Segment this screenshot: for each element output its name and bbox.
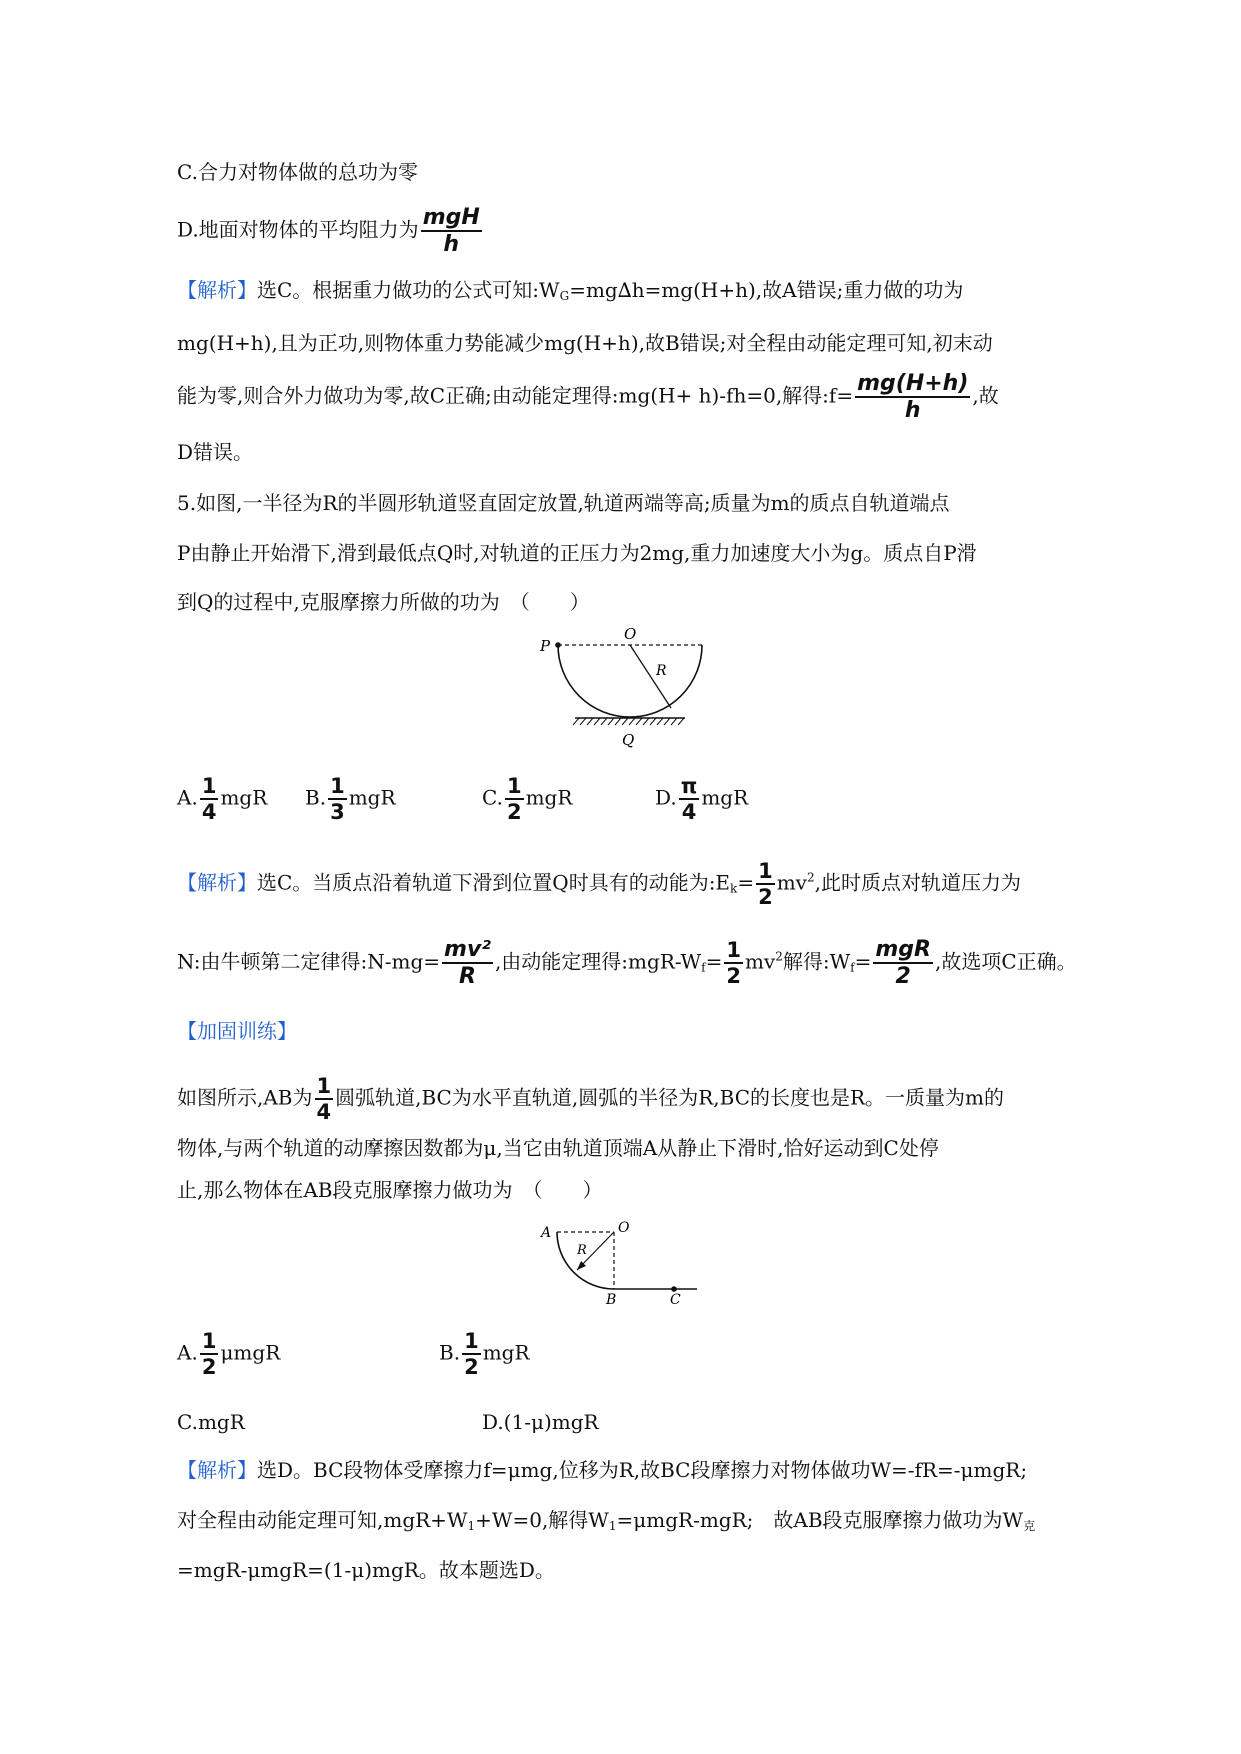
- explanation-2-line-2: N:由牛顿第二定律得:N-mg= $\frac{\text{mv²}}{R}$ ,由动能定理得$:mgR-W_f=$ $\frac{1}{2}$ $mv^2$解得$:W_f=$ $\frac{\text{mgR}}{2}$ ,故选项C正确。: [177, 937, 1077, 990]
- analysis-tag: 【解析】: [177, 1458, 257, 1482]
- fraction: $\frac{1}{2}$: [464, 1329, 479, 1380]
- training-heading: 【加固训练】: [177, 1019, 297, 1043]
- fraction: $\frac{1}{3}$: [330, 774, 345, 825]
- label-o: O: [618, 1220, 630, 1236]
- option-c[interactable]: C. $\frac{1}{2}$ mgR: [482, 774, 573, 825]
- option-d[interactable]: D. $\frac{\pi}{4}$ mgR: [655, 774, 749, 825]
- explanation-1-line-3: 能为零,则合外力做功为零,故C正确;由动能定理得:mg(H+ h)-fh=0,解得:f= $\frac{mg(H+h)}{h}$ ,故: [177, 371, 999, 424]
- label-a: A: [541, 1225, 552, 1241]
- fraction: $\frac{1}{2}$: [726, 938, 741, 989]
- explanation-1-line-1: 【解析】选C。根据重力做功的公式可知$:W_G=mg\Delta h=mg(H+h)$,故A错误;重力做的功为: [177, 278, 964, 303]
- fraction: $\frac{1}{4}$: [201, 774, 217, 825]
- training-option-a[interactable]: A. $\frac{1}{2}$ μmgR: [177, 1329, 281, 1380]
- option-d-prev: D.地面对物体的平均阻力为 $\frac{\text{mgH}}{h}$: [177, 205, 480, 258]
- label-c: C: [670, 1292, 681, 1305]
- ground-hatching: [573, 718, 684, 725]
- label-p: P: [540, 637, 551, 655]
- point-p-dot: [555, 642, 561, 648]
- label-b: B: [606, 1292, 617, 1305]
- label-r: R: [577, 1243, 587, 1258]
- option-b[interactable]: B. $\frac{1}{3}$ mgR: [305, 774, 396, 825]
- semicircle-arc: [558, 645, 702, 717]
- fraction: $\frac{mg(H+h)}{h}$: [857, 371, 969, 424]
- fraction: $\frac{\pi}{4}$: [680, 774, 698, 825]
- fraction: $\frac{\text{mgR}}{2}$: [875, 937, 931, 990]
- training-option-b[interactable]: B. $\frac{1}{2}$ mgR: [439, 1329, 530, 1380]
- fraction: $\frac{1}{2}$: [506, 774, 522, 825]
- question-5-line-2: P由静止开始滑下,滑到最低点Q时,对轨道的正压力为2mg,重力加速度大小为g。质点自P滑: [177, 541, 977, 565]
- explanation-1-line-4: D错误。: [177, 440, 254, 464]
- analysis-tag: 【解析】: [177, 870, 257, 895]
- question-5-line-1: 5.如图,一半径为R的半圆形轨道竖直固定放置,轨道两端等高;质量为m的质点自轨道端点: [177, 491, 950, 515]
- label-r: R: [656, 663, 667, 679]
- explanation-3-line-1: 【解析】选D。BC段物体受摩擦力f=μmg,位移为R,故BC段摩擦力对物体做功W=-fR=-μmgR;: [177, 1458, 1028, 1482]
- analysis-tag: 【解析】: [177, 278, 257, 302]
- semicircle-track-figure: [535, 625, 715, 750]
- explanation-1-line-2: mg(H+h),且为正功,则物体重力势能减少mg(H+h),故B错误;对全程由动能定理可知,初末动: [177, 331, 993, 355]
- training-line-2: 物体,与两个轨道的动摩擦因数都为μ,当它由轨道顶端A从静止下滑时,恰好运动到C处停: [177, 1136, 939, 1160]
- fraction: $\frac{1}{2}$: [201, 1329, 217, 1380]
- explanation-3-line-3: =mgR-μmgR=(1-μ)mgR。故本题选D。: [177, 1558, 555, 1582]
- label-o: O: [624, 625, 637, 643]
- fraction: $\frac{\text{mv²}}{R}$: [444, 937, 491, 990]
- quarter-arc-track-figure: [535, 1220, 715, 1305]
- training-option-d[interactable]: D.(1-μ)mgR: [482, 1410, 599, 1434]
- point-c-dot: [671, 1286, 677, 1292]
- fraction: $\frac{1}{4}$: [316, 1074, 332, 1125]
- training-line-3: 止,那么物体在AB段克服摩擦力做功为 （ ）: [177, 1178, 603, 1202]
- label-q: Q: [622, 731, 635, 749]
- question-5-line-3: 到Q的过程中,克服摩擦力所做的功为 （ ）: [177, 590, 590, 614]
- explanation-3-line-2: 对全程由动能定理可知$,mgR+W_1+W=0$,解得$W_1=\mu mgR$-mgR; 故AB段克服摩擦力做功为$W_克$: [177, 1508, 1036, 1533]
- fraction: $\frac{\text{mgH}}{h}$: [422, 205, 480, 258]
- explanation-2-line-1: 【解析】选C。当质点沿着轨道下滑到位置Q时具有的动能为$:E_k=$ $\frac{1}{2}$ $mv^2$,此时质点对轨道压力为: [177, 859, 1021, 910]
- training-option-c[interactable]: C.mgR: [177, 1410, 245, 1434]
- option-c-prev: C.合力对物体做的总功为零: [177, 160, 418, 184]
- training-line-1: 如图所示,AB为 $\frac{1}{4}$ 圆弧轨道,BC为水平直轨道,圆弧的半径为R,BC的长度也是R。一质量为m的: [177, 1074, 1005, 1125]
- option-a[interactable]: A. $\frac{1}{4}$ mgR: [177, 774, 268, 825]
- fraction: $\frac{1}{2}$: [758, 859, 773, 910]
